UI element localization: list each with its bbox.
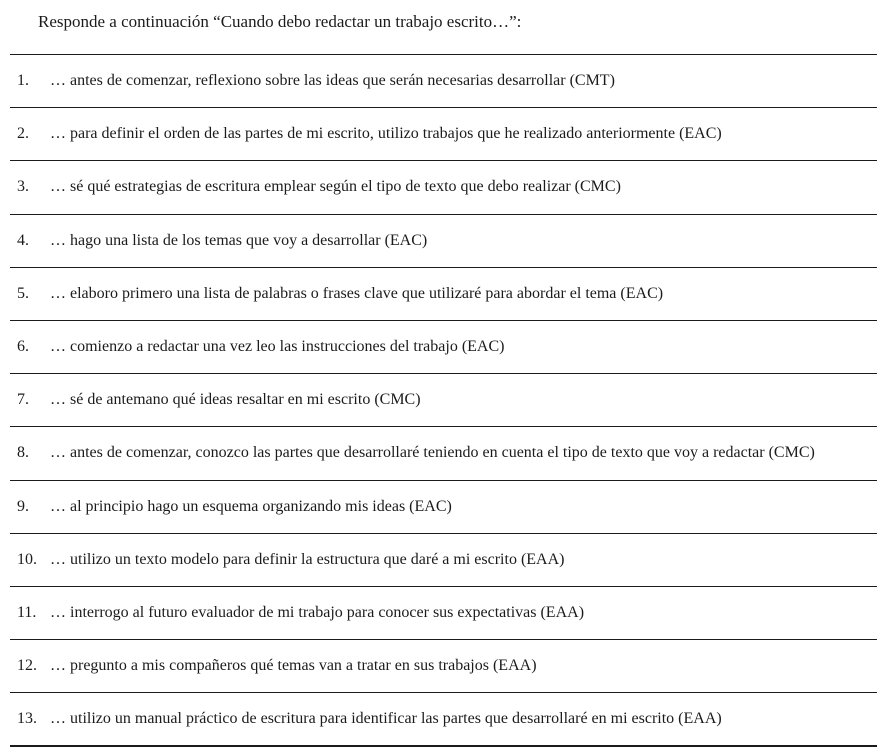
table-row — [10, 160, 877, 213]
item-number: 9. — [17, 497, 29, 515]
item-number: 6. — [17, 338, 29, 356]
item-number: 11. — [17, 603, 37, 621]
item-text: … comienzo a redactar una vez leo las instrucciones del trabajo (EAC) — [50, 338, 505, 356]
item-number: 13. — [17, 710, 37, 728]
table-row — [10, 692, 877, 745]
item-text: … utilizo un manual práctico de escritura para identificar las partes que desarrollaré en mi escrito (EAA) — [50, 710, 722, 728]
item-number: 1. — [17, 72, 29, 90]
table-row — [10, 586, 877, 639]
item-text: … sé qué estrategias de escritura emplear según el tipo de texto que debo realizar (CMC) — [50, 178, 621, 196]
table-row — [10, 639, 877, 692]
table-row — [10, 54, 877, 107]
table-row — [10, 426, 877, 479]
item-text: … al principio hago un esquema organizando mis ideas (EAC) — [50, 497, 452, 515]
item-text: … antes de comenzar, conozco las partes que desarrollaré teniendo en cuenta el tipo de texto que voy a redactar (CMC) — [50, 444, 815, 462]
item-text: … elaboro primero una lista de palabras o frases clave que utilizaré para abordar el tema (EAC) — [50, 284, 664, 302]
item-number: 8. — [17, 444, 29, 462]
page-title: Responde a continuación “Cuando debo redactar un trabajo escrito…”: — [38, 12, 522, 31]
item-text: … pregunto a mis compañeros qué temas van a tratar en sus trabajos (EAA) — [50, 657, 537, 675]
table-row — [10, 267, 877, 320]
item-number: 3. — [17, 178, 29, 196]
table-row — [10, 533, 877, 586]
item-number: 12. — [17, 657, 37, 675]
item-number: 5. — [17, 284, 29, 302]
table-row — [10, 214, 877, 267]
table-row — [10, 373, 877, 426]
table-row — [10, 107, 877, 160]
item-text: … hago una lista de los temas que voy a desarrollar (EAC) — [50, 231, 428, 249]
item-text: … sé de antemano qué ideas resaltar en mi escrito (CMC) — [50, 391, 421, 409]
item-text: … utilizo un texto modelo para definir la estructura que daré a mi escrito (EAA) — [50, 550, 565, 568]
item-number: 7. — [17, 391, 29, 409]
item-text: … para definir el orden de las partes de mi escrito, utilizo trabajos que he realizado anteriormente (EAC) — [50, 125, 722, 143]
item-number: 10. — [17, 550, 37, 568]
item-number: 4. — [17, 231, 29, 249]
questionnaire-items-table — [10, 54, 877, 747]
item-number: 2. — [17, 125, 29, 143]
table-row — [10, 320, 877, 373]
item-text: … interrogo al futuro evaluador de mi trabajo para conocer sus expectativas (EAA) — [50, 603, 585, 621]
item-text: … antes de comenzar, reflexiono sobre las ideas que serán necesarias desarrollar (CMT) — [50, 72, 615, 90]
table-row — [10, 480, 877, 533]
